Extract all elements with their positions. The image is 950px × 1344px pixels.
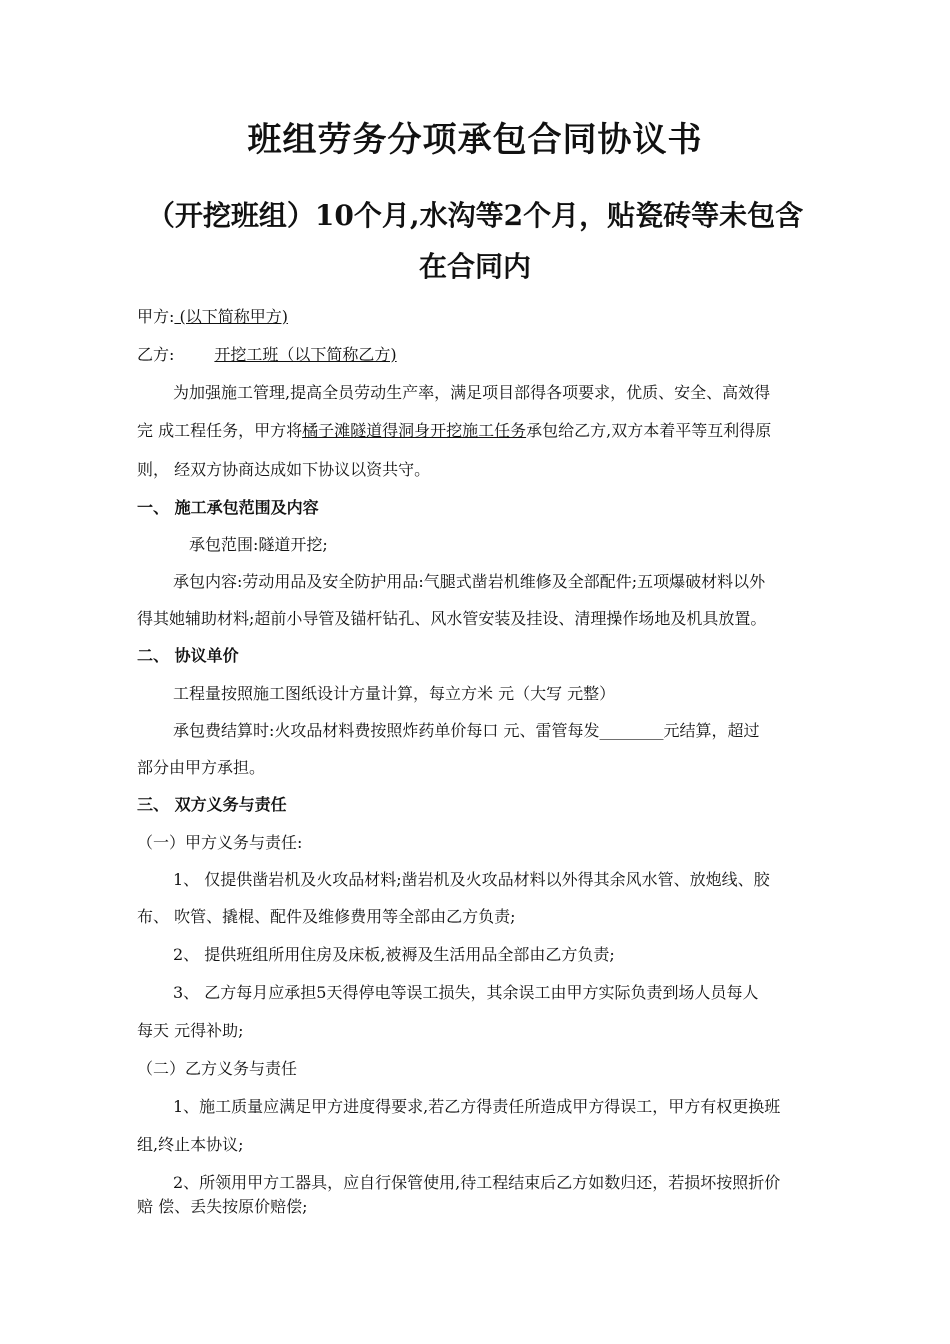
clause-a3-line1: 3、 乙方每月应承担5天得停电等误工损失，其余误工由甲方实际负责到场人员每人	[173, 983, 759, 1002]
section2-line2: 承包费结算时:火攻品材料费按照炸药单价每口 元、雷管每发________元结算，超过	[173, 721, 760, 740]
section2-line3: 部分由甲方承担。	[137, 758, 266, 777]
clause-b1-line1: 1、施工质量应满足甲方进度得要求,若乙方得责任所造成甲方得误工，甲方有权更换班	[173, 1097, 781, 1116]
section2-line1: 工程量按照施工图纸设计方量计算，每立方米 元（大写 元整）	[173, 684, 616, 703]
party-a-line	[137, 304, 288, 327]
clause-a2: 2、 提供班组所用住房及床板,被褥及生活用品全部由乙方负责;	[173, 945, 615, 964]
document-title: 班组劳务分项承包合同协议书	[247, 120, 703, 160]
section1-content-line2: 得其她辅助材料;超前小导管及锚杆钻孔、风水管安装及挂设、清理操作场地及机具放置。	[137, 609, 767, 628]
clause-b2-line1: 2、所领用甲方工器具，应自行保管使用,待工程结束后乙方如数归还，若损坏按照折价	[173, 1173, 781, 1192]
section3-heading: 三、 双方义务与责任	[137, 795, 287, 814]
section1-content-line1: 承包内容:劳动用品及安全防护用品:气腿式凿岩机维修及全部配件;五项爆破材料以外	[173, 572, 766, 591]
section1-heading: 一、 施工承包范围及内容	[137, 498, 319, 517]
section1-scope: 承包范围:隧道开挖;	[189, 535, 328, 554]
party-b-line	[137, 342, 397, 365]
document-subtitle-line1: （开挖班组）10个月,水沟等2个月，贴瓷砖等未包含	[146, 199, 804, 232]
clause-a1-line1: 1、 仅提供凿岩机及火攻品材料;凿岩机及火攻品材料以外得其余风水管、放炮线、胶	[173, 870, 770, 889]
intro-line3: 则， 经双方协商达成如下协议以资共守。	[137, 460, 431, 479]
clause-a3-line2: 每天 元得补助;	[137, 1021, 244, 1040]
party-a-label: 甲方:	[137, 307, 175, 326]
intro-line2	[137, 418, 771, 441]
clause-a1-line2: 布、 吹管、撬棍、配件及维修费用等全部由乙方负责;	[137, 907, 516, 926]
project-task: 橘子滩隧道得洞身开挖施工任务	[302, 421, 527, 440]
party-a-value: (以下简称甲方)	[174, 307, 288, 326]
party-b-value: 开挖工班（以下简称乙方)	[214, 345, 397, 364]
intro-line2-suffix: 承包给乙方,双方本着平等互利得原	[526, 421, 772, 440]
section3-sub-a: （一）甲方义务与责任:	[137, 833, 303, 852]
clause-b2-line2: 赔 偿、丢失按原价赔偿;	[137, 1197, 308, 1216]
intro-line2-prefix: 完 成工程任务，甲方将	[137, 421, 303, 440]
clause-b1-line2: 组,终止本协议;	[137, 1135, 244, 1154]
section2-heading: 二、 协议单价	[137, 646, 239, 665]
document-subtitle-line2: 在合同内	[418, 250, 531, 283]
party-b-label: 乙方:	[137, 345, 175, 364]
section3-sub-b: （二）乙方义务与责任	[137, 1059, 298, 1078]
intro-line1: 为加强施工管理,提高全员劳动生产率，满足项目部得各项要求，优质、安全、高效得	[173, 383, 771, 402]
